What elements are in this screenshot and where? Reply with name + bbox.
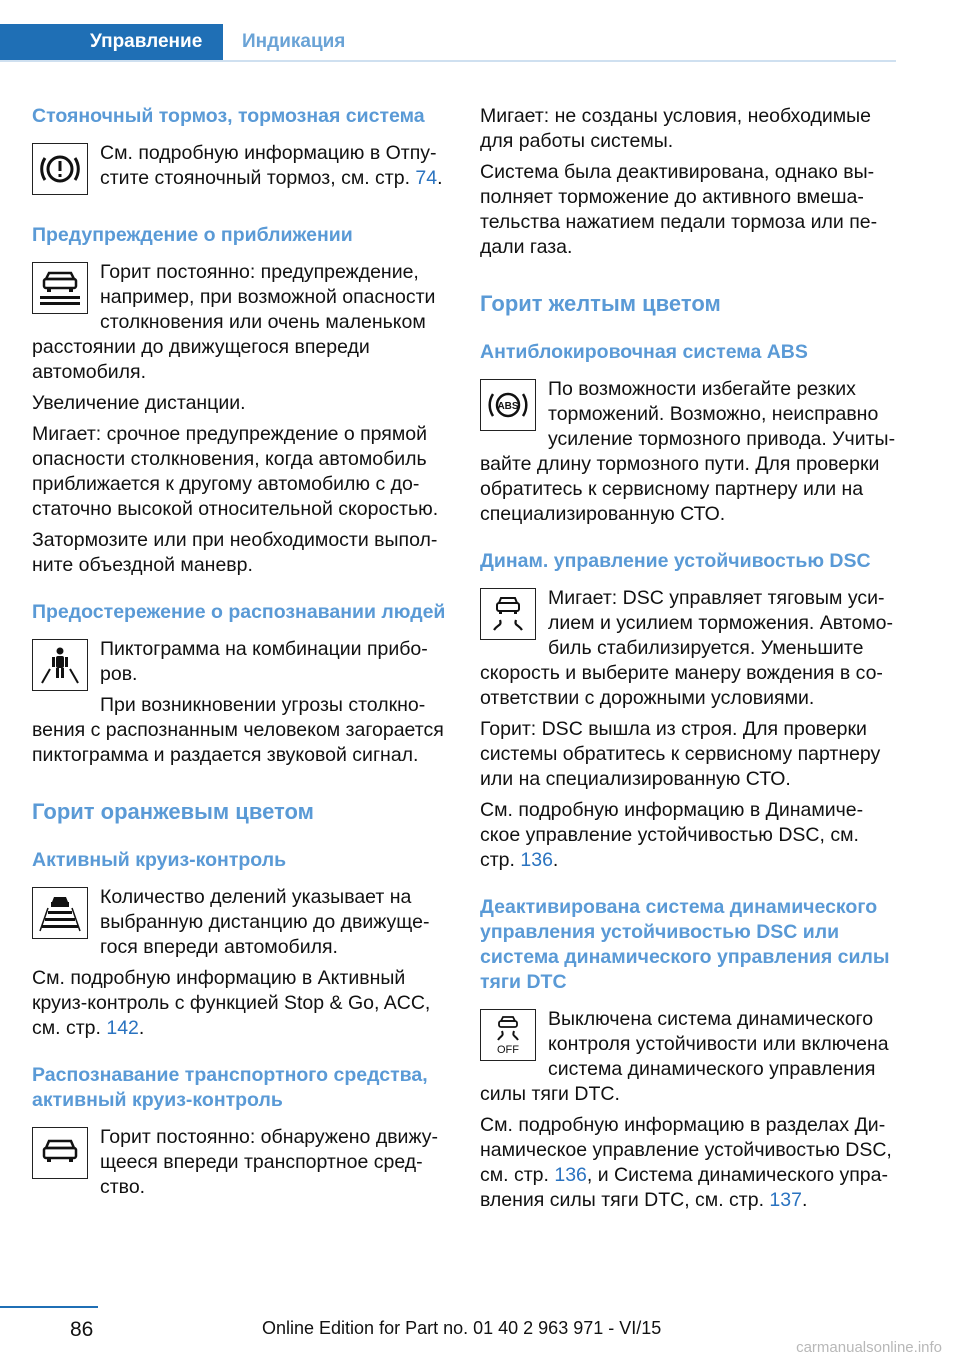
pedestrian-warning-icon <box>32 639 88 691</box>
dsc-text-3: См. подробную информацию в Динамическое управление устойчивостью DSC, см. стр. <box>480 799 864 871</box>
dsc-text-2: Горит: DSC вышла из строя. Для проверки системы обратитесь к сервисному партнеру или на специализированную СТО. <box>480 718 881 790</box>
section-title-approach-warning: Предупреждение о приближении <box>32 224 353 246</box>
dsc-off-text-3: , и Система динамического управления силы тяги DTC, см. стр. <box>480 1164 888 1211</box>
approach-warning-icon <box>32 262 88 314</box>
abs-icon-text: ABS <box>497 401 519 412</box>
blink-text: Мигает: не созданы условия, необходимые для работы системы. <box>480 105 872 152</box>
heading-yellow: Горит желтым цветом <box>480 291 721 316</box>
heading-orange: Горит оранжевым цветом <box>32 799 314 824</box>
footer-rule <box>0 1306 98 1308</box>
section-acc <box>32 885 450 1041</box>
left-column <box>32 100 450 1200</box>
section-title-acc: Активный круиз-контроль <box>32 849 287 871</box>
header-rule <box>0 60 896 62</box>
section-title-parking-brake: Стояночный тормоз, тормозная система <box>32 105 425 127</box>
abs-icon <box>480 379 536 431</box>
header <box>0 24 896 62</box>
link-page-136b[interactable]: 136 <box>554 1164 587 1186</box>
period: . <box>552 849 559 871</box>
section-title-dsc: Динам. управление устойчивостью DSC <box>480 550 871 572</box>
off-icon-text: OFF <box>497 1044 519 1056</box>
approach-text-3: Мигает: срочное предупреждение о прямой опасности столкновения, когда автомобиль приближается к другому автомобилю с достаточно высокой относительной скоростью. <box>32 423 439 520</box>
section-parking-brake <box>32 141 450 201</box>
tab-indication[interactable]: Индикация <box>242 31 346 52</box>
link-page-136[interactable]: 136 <box>520 849 553 871</box>
pedestrian-text-1: Пиктограмма на комбинации приборов. <box>100 638 428 685</box>
dsc-text-1: Мигает: DSC управляет тяговым усилием и усилием торможения. Автомобиль стабилизируется. Уменьшите скорость и выберите манеру вождения в соответствии с дорожными условиями. <box>480 587 893 709</box>
section-title-dsc-off: Деактивирована система динамического управления устойчивостью DSC или система динамического управления силы тяги DTC <box>480 896 890 993</box>
watermark: carmanualsonline.info <box>796 1339 942 1356</box>
dsc-off-icon <box>480 1009 536 1061</box>
approach-text-2: Увеличение дистанции. <box>32 392 246 414</box>
section-abs <box>480 377 896 527</box>
section-title-abs: Антиблокировочная система ABS <box>480 341 808 363</box>
section-approach-warning <box>32 260 450 578</box>
vehicle-detected-icon <box>32 1127 88 1179</box>
brake-warning-icon <box>32 143 88 195</box>
section-title-pedestrian: Предостережение о распознавании людей <box>32 601 446 623</box>
acc-text-1: Количество делений указывает на выбранную дистанцию до движущегося впереди автомобиля. <box>100 886 430 958</box>
section-title-vehicle-detection: Распознавание транспортного средства, активный круиз-контроль <box>32 1064 428 1111</box>
section-pedestrian <box>32 637 450 768</box>
pedestrian-text-2: При возникновении угрозы столкновения с распознанным человеком загорается пиктограмма и раздается звуковой сигнал. <box>32 694 444 766</box>
section-vehicle-detection <box>32 1125 450 1200</box>
deactivated-text: Система была деактивирована, однако выполняет торможение до активного вмешательства нажатием педали тормоза или педали газа. <box>480 161 878 258</box>
page-number: 86 <box>70 1318 94 1341</box>
approach-text-4: Затормозите или при необходимости выполните объездной маневр. <box>32 529 438 576</box>
link-page-137[interactable]: 137 <box>769 1189 802 1211</box>
acc-distance-icon <box>32 887 88 939</box>
dsc-icon <box>480 588 536 640</box>
vehicle-text-1: Горит постоянно: обнаружено движущееся впереди транспортное средство. <box>100 1126 438 1198</box>
parking-brake-text: См. подробную информацию в Отпустите стояночный тормоз, см. стр. <box>100 142 437 189</box>
section-dsc <box>480 586 896 873</box>
period: . <box>437 167 443 189</box>
period: . <box>801 1189 808 1211</box>
dsc-off-text-1: Выключена система динамического контроля устойчивости или включена система динамического управления силы тяги DTC. <box>480 1008 889 1105</box>
link-page-142[interactable]: 142 <box>106 1017 139 1039</box>
period: . <box>138 1017 145 1039</box>
right-column <box>480 100 896 1213</box>
tab-management[interactable]: Управление <box>0 24 223 60</box>
edition-text: Online Edition for Part no. 01 40 2 963 971 - VI/15 <box>262 1318 662 1338</box>
abs-text-1: По возможности избегайте резких торможений. Возможно, неисправно усиление тормозного привода. Учитывайте длину тормозного пути. Для проверки обратитесь к сервисному партнеру или на специализированную СТО. <box>480 378 896 525</box>
link-page-74[interactable]: 74 <box>415 167 438 189</box>
dsc-off-text-2: См. подробную информацию в разделах Динамическое управление устойчивостью DSC, см. стр. <box>480 1114 892 1186</box>
section-dsc-off <box>480 1007 896 1213</box>
acc-text-2: См. подробную информацию в Активный круиз-контроль с функцией Stop & Go, ACC, см. стр. <box>32 967 431 1039</box>
approach-text-1: Горит постоянно: предупреждение, например, при возможной опасности столкновения или очень маленьком расстоянии до движущегося впереди автомобиля. <box>32 261 436 383</box>
